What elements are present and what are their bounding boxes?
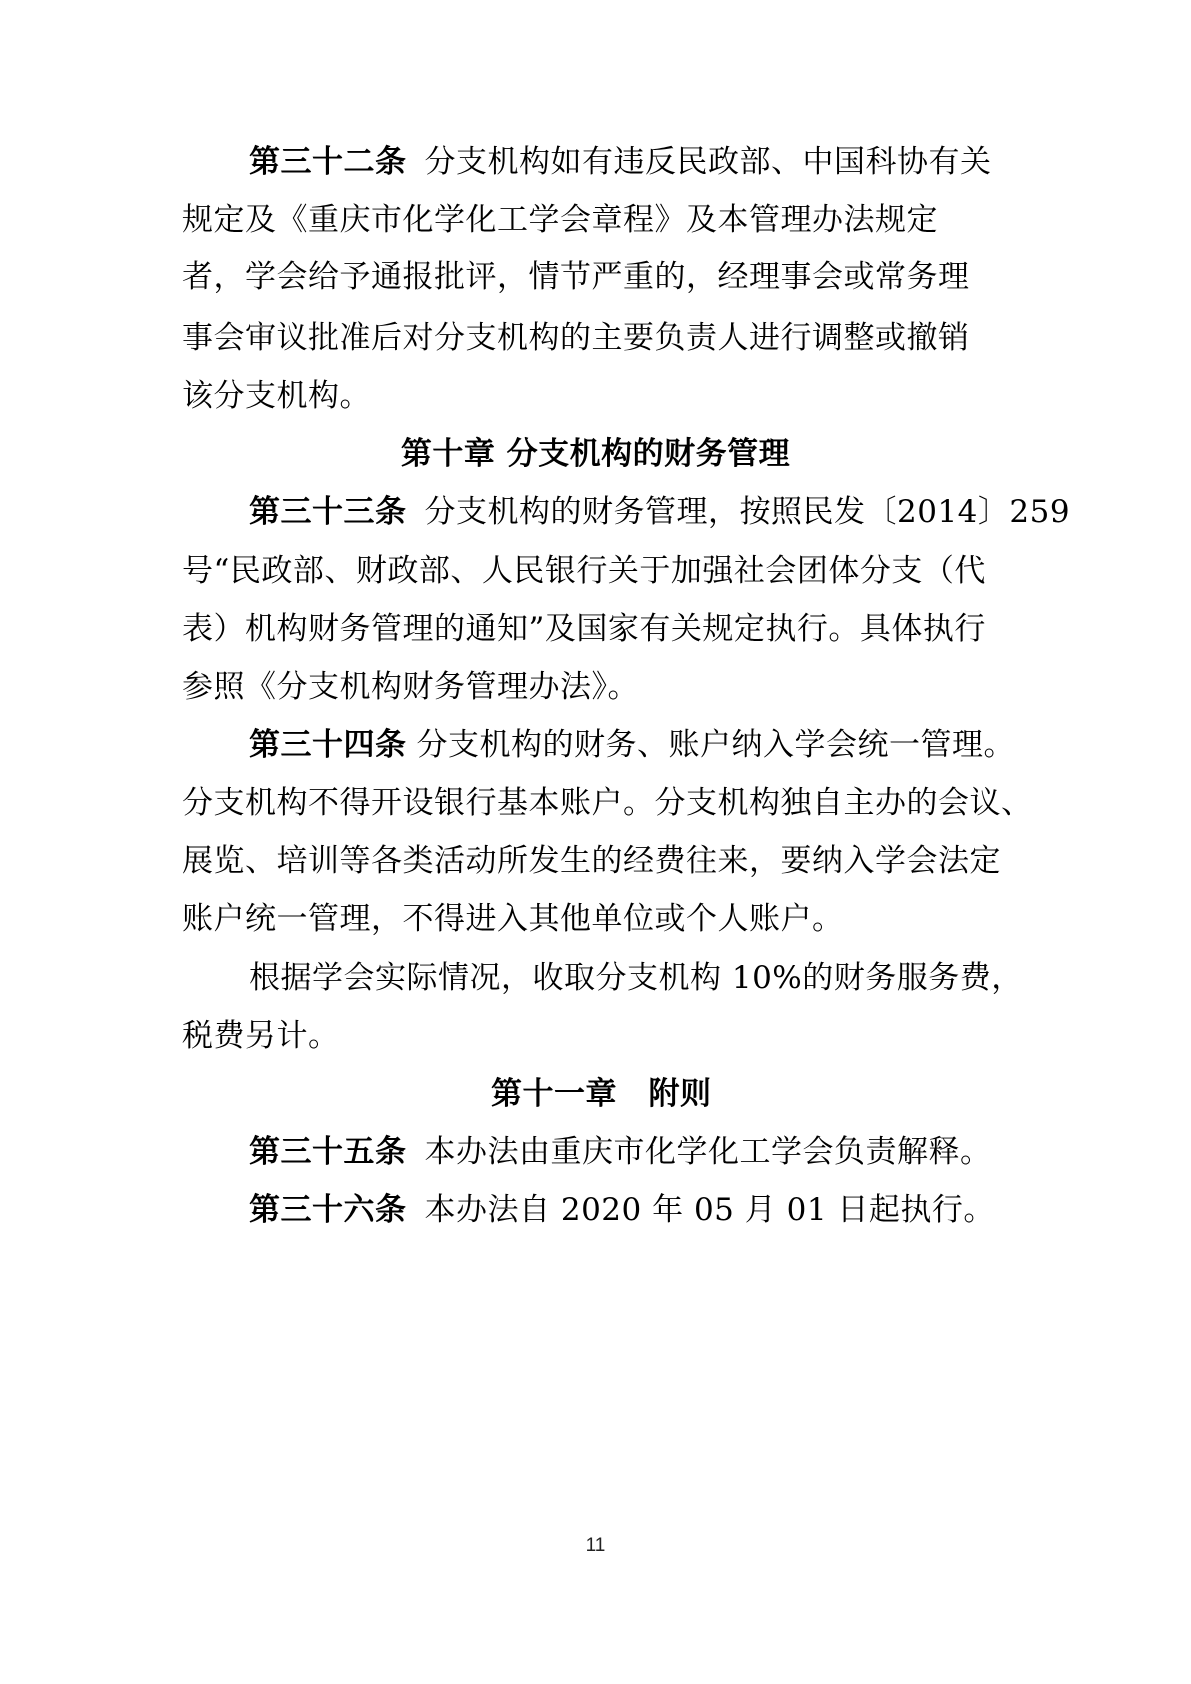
article-32-line-5: 该分支机构。 — [182, 378, 371, 414]
article-33-line-4: 参照《分支机构财务管理办法》。 — [182, 669, 639, 705]
article-33-label: 第三十三条 — [249, 494, 407, 530]
article-33-text-1: 分支机构的财务管理，按照民发〔2014〕259 — [424, 494, 1071, 530]
article-36-line — [0, 1190, 1191, 1230]
fee-paragraph-line-2: 税费另计。 — [182, 1018, 340, 1054]
article-34-label: 第三十四条 — [249, 727, 407, 763]
article-35-label: 第三十五条 — [249, 1134, 407, 1170]
article-32-line-3: 者，学会给予通报批评，情节严重的，经理事会或常务理 — [182, 259, 970, 295]
article-32-line-1 — [0, 142, 1191, 182]
article-34-line-4: 账户统一管理，不得进入其他单位或个人账户。 — [182, 901, 844, 937]
fee-paragraph-line-1: 根据学会实际情况，收取分支机构 10%的财务服务费， — [249, 960, 1023, 996]
article-34-text-1: 分支机构的财务、账户纳入学会统一管理。 — [416, 727, 1015, 763]
article-35-text: 本办法由重庆市化学化工学会负责解释。 — [424, 1134, 992, 1170]
article-36-label: 第三十六条 — [249, 1192, 407, 1228]
article-34-line-1 — [0, 725, 1191, 765]
article-33-line-1 — [0, 492, 1191, 532]
article-36-text: 本办法自 2020 年 05 月 01 日起执行。 — [424, 1192, 995, 1228]
article-32-line-4: 事会审议批准后对分支机构的主要负责人进行调整或撤销 — [182, 320, 970, 356]
article-33-line-2: 号“民政部、财政部、人民银行关于加强社会团体分支（代 — [182, 553, 986, 589]
chapter-11-heading: 第十一章 附则 — [491, 1076, 712, 1112]
article-32-text-1: 分支机构如有违反民政部、中国科协有关 — [424, 144, 992, 180]
article-34-line-3: 展览、培训等各类活动所发生的经费往来，要纳入学会法定 — [182, 843, 1001, 879]
page-number: 11 — [585, 1535, 606, 1556]
article-34-line-2: 分支机构不得开设银行基本账户。分支机构独自主办的会议、 — [182, 785, 1033, 821]
article-32-line-2: 规定及《重庆市化学化工学会章程》及本管理办法规定 — [182, 202, 938, 238]
article-33-line-3: 表）机构财务管理的通知”及国家有关规定执行。具体执行 — [182, 611, 986, 647]
article-35-line — [0, 1132, 1191, 1172]
article-32-label: 第三十二条 — [249, 144, 407, 180]
chapter-10-heading: 第十章 分支机构的财务管理 — [400, 436, 791, 472]
